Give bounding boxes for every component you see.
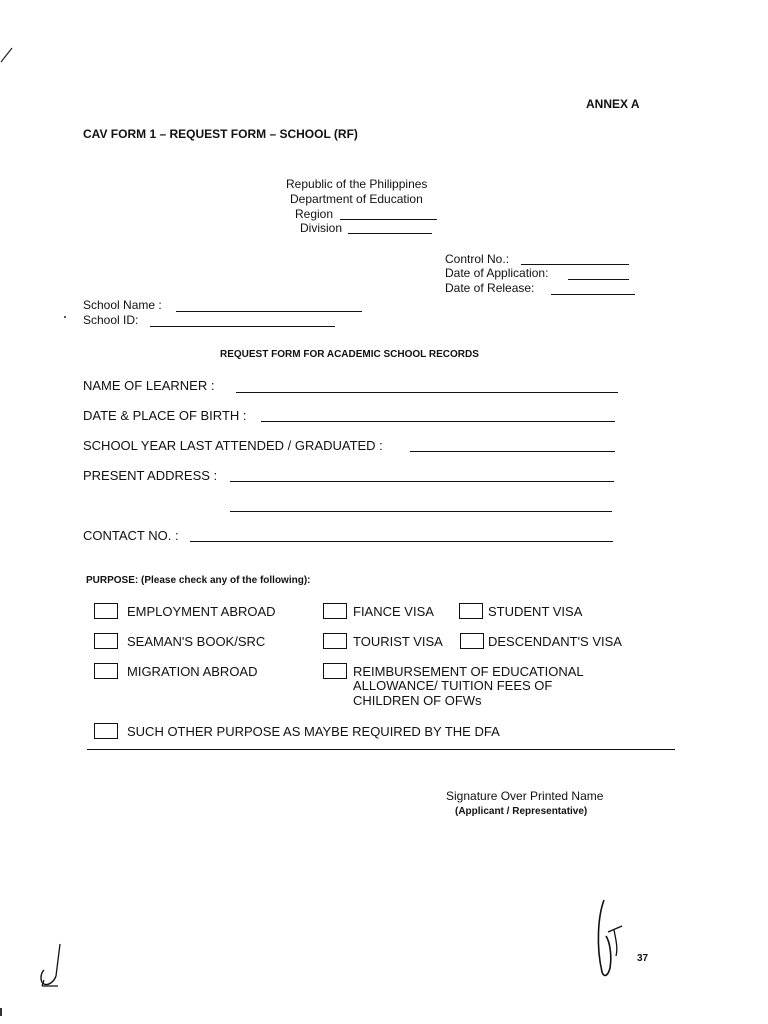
date-release-label: Date of Release: xyxy=(445,281,535,295)
control-no-line xyxy=(521,264,629,265)
label-tourist-visa: TOURIST VISA xyxy=(353,634,443,649)
signature-sublabel: (Applicant / Representative) xyxy=(455,806,588,817)
scan-dot-bottom xyxy=(0,1008,2,1016)
checkbox-student-visa[interactable] xyxy=(459,603,483,619)
school-name-label: School Name : xyxy=(83,298,162,312)
birth-line xyxy=(261,421,615,422)
school-year-line xyxy=(410,451,615,452)
date-application-line xyxy=(568,279,629,280)
scan-mark-top-left xyxy=(0,44,14,64)
label-student-visa: STUDENT VISA xyxy=(488,604,583,619)
address-line-2 xyxy=(230,511,612,512)
label-seamans-book: SEAMAN'S BOOK/SRC xyxy=(127,634,266,649)
contact-line xyxy=(190,541,613,542)
request-subtitle: REQUEST FORM FOR ACADEMIC SCHOOL RECORDS xyxy=(220,349,479,360)
date-release-line xyxy=(551,294,635,295)
page-number: 37 xyxy=(637,953,649,964)
annex-label: ANNEX A xyxy=(586,97,640,111)
checkbox-tourist-visa[interactable] xyxy=(323,633,347,649)
checkbox-fiance-visa[interactable] xyxy=(323,603,347,619)
checkbox-descendants-visa[interactable] xyxy=(460,633,484,649)
scan-dot xyxy=(64,316,66,318)
divider-rule xyxy=(87,749,675,750)
label-migration-abroad: MIGRATION ABROAD xyxy=(127,664,258,679)
form-title: CAV FORM 1 – REQUEST FORM – SCHOOL (RF) xyxy=(83,127,358,141)
school-id-line xyxy=(150,326,335,327)
handwritten-initial-right xyxy=(592,896,628,982)
checkbox-employment-abroad[interactable] xyxy=(94,603,118,619)
checkbox-seamans-book[interactable] xyxy=(94,633,118,649)
signature-label: Signature Over Printed Name xyxy=(446,789,604,803)
contact-label: CONTACT NO. : xyxy=(83,528,179,543)
label-fiance-visa: FIANCE VISA xyxy=(353,604,434,619)
label-reimbursement-line3: CHILDREN OF OFWs xyxy=(353,693,482,708)
header-deped: Department of Education xyxy=(290,192,423,206)
learner-line xyxy=(236,392,618,393)
header-division-label: Division xyxy=(300,221,343,235)
school-id-label: School ID: xyxy=(83,313,139,327)
label-employment-abroad: EMPLOYMENT ABROAD xyxy=(127,604,276,619)
school-name-line xyxy=(176,311,362,312)
date-application-label: Date of Application: xyxy=(445,266,549,280)
label-other-purpose: SUCH OTHER PURPOSE AS MAYBE REQUIRED BY THE DFA xyxy=(127,724,500,739)
learner-label: NAME OF LEARNER : xyxy=(83,378,215,393)
checkbox-other-purpose[interactable] xyxy=(94,723,118,739)
address-label: PRESENT ADDRESS : xyxy=(83,468,218,483)
control-no-label: Control No.: xyxy=(445,252,510,266)
label-descendants-visa: DESCENDANT'S VISA xyxy=(488,634,622,649)
birth-label: DATE & PLACE OF BIRTH : xyxy=(83,408,247,423)
purpose-label: PURPOSE: (Please check any of the following): xyxy=(86,575,311,586)
school-year-label: SCHOOL YEAR LAST ATTENDED / GRADUATED : xyxy=(83,438,383,453)
checkbox-migration-abroad[interactable] xyxy=(94,663,118,679)
header-division-line xyxy=(348,233,432,234)
address-line-1 xyxy=(230,481,614,482)
header-republic: Republic of the Philippines xyxy=(286,177,428,191)
label-reimbursement-line2: ALLOWANCE/ TUITION FEES OF xyxy=(353,678,553,693)
handwritten-initial-left xyxy=(34,940,68,990)
label-reimbursement-line1: REIMBURSEMENT OF EDUCATIONAL xyxy=(353,664,584,679)
header-region-label: Region xyxy=(295,207,334,221)
header-region-line xyxy=(340,219,437,220)
checkbox-reimbursement[interactable] xyxy=(323,663,347,679)
